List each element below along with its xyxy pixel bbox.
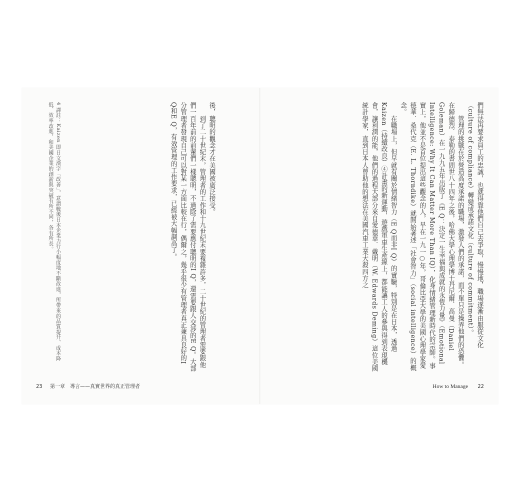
book-spread	[22, 88, 498, 404]
right-page-body: 們無法再要求員工的忠誠，也就得靠他們自己去爭取，慢慢地，職場逐漸由服從文化（culture of compliance）轉變成承諾文化（culture of commitment）。 管理的挑戰在於營造高度承諾的職場，激發人們的承諾，而不單只是操弄他們的恐懼。在歸德烈．泰勒的書問世八十四年之後，哈佛大學心理學博士丹尼爾．高曼（Daniel Goleman）在一九九五年出版了《E Q：決定一生幸福與成就的永恆力量》（Emotional Intelligence: Why It Can Matter More Than IQ），化身情緒管理新時代的宗師。事實上，他並不是首位提出這些觀念的人，早在一九一○年，哥倫比亞大學的美國心理學家愛德華．桑代克（E. L. Thorndike）就開始著述「社會智力」（social intelligence）的概念。 在職場上，但早就有關於情緒智力（E Q而非I Q）的實驗，特別是在日本，透過Kaizen（持續改良）④計畫的新運動，遊戲軍車生產線上，都能讓工人的參與得到表現機會，讓利潤的能，他們的過程大部分來自愛德華．戴明（W. Edwards Deming）這位美國統計學家，直到日本人曾助他的想法在美國汽車工業大殺四方之	[360, 102, 483, 372]
left-page-number: 23	[36, 384, 43, 390]
right-page-folio	[433, 384, 484, 390]
right-page-header: How to Manage	[432, 384, 469, 390]
right-page-number: 22	[477, 384, 484, 390]
book-gutter	[259, 88, 261, 404]
left-page-header: 第一章 導言——真實世界的真正管理者	[49, 384, 140, 390]
left-page-body: 後，聰明的觀念才在美國被廣泛接受。 到了二十世紀末，管理者的工作和十九世紀末要複雜許多，二十世紀的管理者需要跟他們一百年前的前輩們一樣聰明，不過除了需要應付聰明的I Q，還需要跟人交涉的E Q。大部分管理者發現自己可以對某一方面比較在行，偶爾之，幾乎很少有管理者真正兼具良好的I Q和E Q，有效管理的工作要求，已經被大幅調高了。	[169, 102, 215, 372]
left-page-folio	[36, 383, 140, 390]
footnote: 4 譯註：Kaizen 即日文漢字「改善」，意謂戰後日本企業力行小幅度地不斷改進，所帶來的品質提升、成本降低、效率改進，和美國企業的創新與突破有所不同，各有所長。	[47, 102, 61, 362]
